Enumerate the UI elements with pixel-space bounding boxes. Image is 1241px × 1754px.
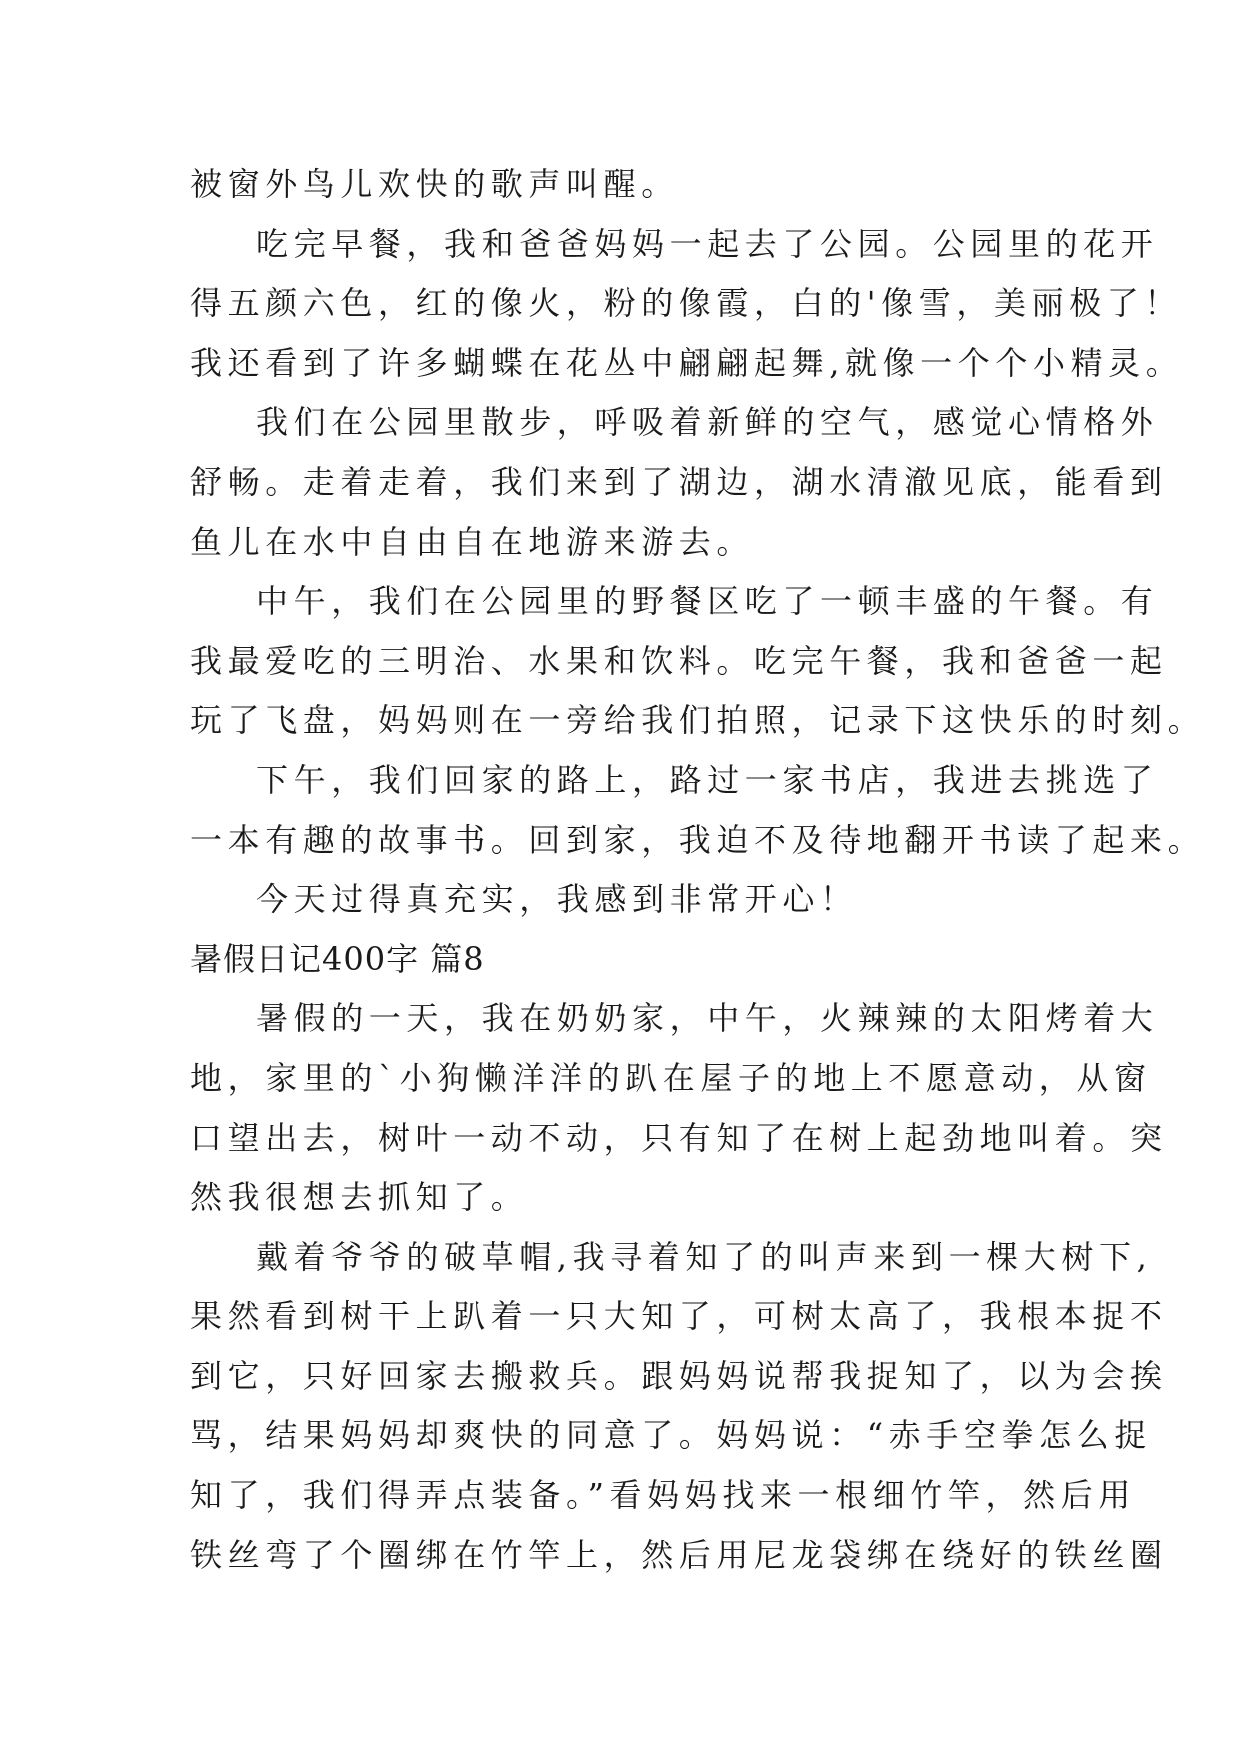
section-heading: 暑假日记400字 篇8 [190, 939, 485, 978]
text-line: 我还看到了许多蝴蝶在花丛中翩翩起舞,就像一个个小精灵。 [190, 343, 1184, 382]
text-line: 果然看到树干上趴着一只大知了，可树太高了，我根本捉不 [190, 1297, 1168, 1336]
text-line: 我最爱吃的三明治、水果和饮料。吃完午餐，我和爸爸一起 [190, 641, 1168, 680]
paragraph-start-line: 戴着爷爷的破草帽,我寻着知了的叫声来到一棵大树下, [256, 1237, 1153, 1276]
paragraph-start-line: 今天过得真充实，我感到非常开心！ [256, 880, 858, 919]
paragraph-start-line: 中午，我们在公园里的野餐区吃了一顿丰盛的午餐。有 [256, 582, 1159, 621]
text-line: 知了，我们得弄点装备。”看妈妈找来一根细竹竿，然后用 [190, 1476, 1136, 1515]
paragraph-start-line: 下午，我们回家的路上，路过一家书店，我进去挑选了 [256, 760, 1159, 799]
text-line: 玩了飞盘，妈妈则在一旁给我们拍照，记录下这快乐的时刻。 [190, 701, 1206, 740]
text-line: 一本有趣的故事书。回到家，我迫不及待地翻开书读了起来。 [190, 820, 1206, 859]
document-page [190, 155, 1206, 1585]
paragraph-start-line: 暑假的一天，我在奶奶家，中午，火辣辣的太阳烤着大 [256, 999, 1159, 1038]
text-line: 然我很想去抓知了。 [190, 1178, 529, 1217]
paragraph-start-line: 我们在公园里散步，呼吸着新鲜的空气，感觉心情格外 [256, 403, 1159, 442]
text-line: 到它，只好回家去搬救兵。跟妈妈说帮我捉知了，以为会挨 [190, 1356, 1168, 1395]
text-line: 口望出去，树叶一动不动，只有知了在树上起劲地叫着。突 [190, 1118, 1168, 1157]
text-line: 被窗外鸟儿欢快的歌声叫醒。 [190, 165, 679, 203]
text-line: 鱼儿在水中自由自在地游来游去。 [190, 522, 755, 561]
text-line: 得五颜六色，红的像火，粉的像霞，白的'像雪，美丽极了！ [190, 284, 1182, 323]
text-line: 地，家里的`小狗懒洋洋的趴在屋子的地上不愿意动，从窗 [190, 1058, 1152, 1097]
text-line: 舒畅。走着走着，我们来到了湖边，湖水清澈见底，能看到 [190, 462, 1168, 501]
paragraph-start-line: 吃完早餐，我和爸爸妈妈一起去了公园。公园里的花开 [256, 224, 1159, 263]
text-line: 铁丝弯了个圈绑在竹竿上，然后用尼龙袋绑在绕好的铁丝圈 [190, 1535, 1168, 1574]
text-line: 骂，结果妈妈却爽快的同意了。妈妈说：“赤手空拳怎么捉 [190, 1416, 1152, 1455]
